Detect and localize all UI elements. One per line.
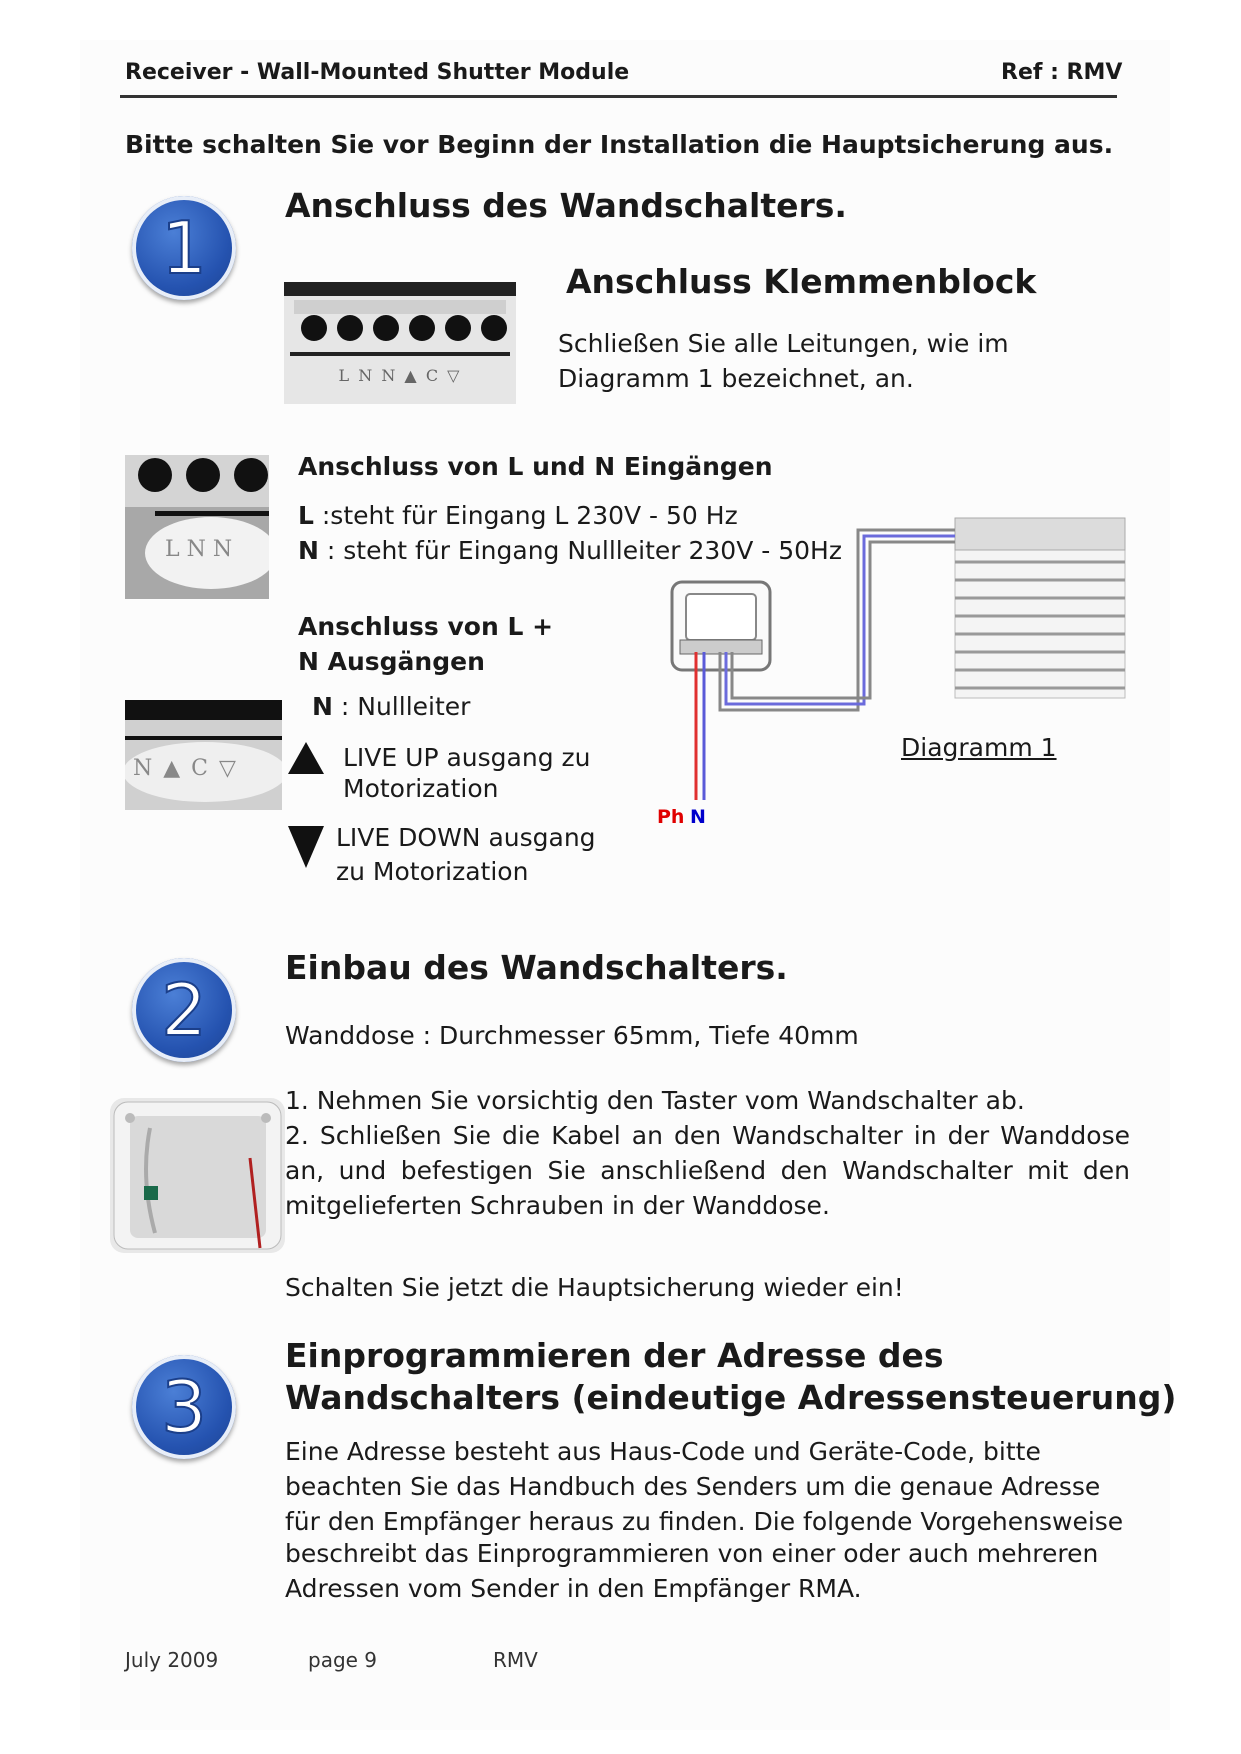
inputs-photo — [125, 455, 269, 599]
footer-page: page 9 — [308, 1648, 378, 1672]
phase-label: Ph — [657, 806, 685, 828]
step-3-line-1: Eine Adresse besteht aus Haus-Code und Geräte-Code, bitte — [285, 1437, 1041, 1466]
terminal-labels: L N N ▲ C ▽ — [338, 366, 462, 385]
up-text-2: Motorization — [343, 774, 499, 803]
header-title: Receiver - Wall-Mounted Shutter Module — [125, 60, 630, 85]
terminal-block-text-2: Diagramm 1 bezeichnet, an. — [558, 364, 914, 393]
header-ref: Ref : RMV — [1001, 60, 1123, 85]
step-3-title-2: Wandschalters (eindeutige Adressensteuerung) — [285, 1378, 1177, 1417]
n-output-line — [312, 689, 470, 724]
n-text: : steht für Eingang Nullleiter 230V - 50Hz — [318, 536, 842, 565]
wall-box-text: Wanddose : Durchmesser 65mm, Tiefe 40mm — [285, 1021, 859, 1050]
terminal-block-text-1: Schließen Sie alle Leitungen, wie im — [558, 329, 1009, 358]
down-text-1: LIVE DOWN ausgang — [336, 823, 596, 852]
step-1-badge — [132, 196, 236, 300]
n-out-text: : Nullleiter — [332, 692, 471, 721]
step-2-badge — [132, 958, 236, 1062]
footer-date: July 2009 — [125, 1648, 219, 1672]
inputs-title: Anschluss von L und N Eingängen — [298, 452, 773, 481]
outputs-photo — [125, 700, 282, 810]
step-1-title: Anschluss des Wandschalters. — [285, 186, 847, 225]
inputs-photo-labels: L N N — [165, 537, 233, 562]
neutral-label: N — [690, 806, 706, 828]
terminal-block-title: Anschluss Klemmenblock — [566, 262, 1037, 301]
l-text: :steht für Eingang L 230V - 50 Hz — [313, 501, 738, 530]
outputs-title-1: Anschluss von L + — [298, 612, 554, 641]
step-2-item-1: 1. Nehmen Sie vorsichtig den Taster vom Wandschalter ab. — [285, 1086, 1025, 1115]
step-1-number: 1 — [161, 206, 207, 290]
up-arrow-icon — [286, 740, 326, 776]
shutter-illustration — [955, 518, 1125, 698]
n-key: N — [298, 536, 319, 565]
outputs-photo-labels: N ▲ C ▽ — [133, 756, 238, 781]
footer-ref: RMV — [493, 1648, 538, 1672]
step-3-line-5: Adressen vom Sender in den Empfänger RMA. — [285, 1574, 862, 1603]
step-3-number: 3 — [161, 1365, 207, 1449]
down-text-2: zu Motorization — [336, 857, 529, 886]
l-key: L — [298, 501, 314, 530]
outputs-title-2: N Ausgängen — [298, 647, 485, 676]
up-text-1: LIVE UP ausgang zu — [343, 743, 591, 772]
step-3-line-2: beachten Sie das Handbuch des Senders um die genaue Adresse — [285, 1472, 1101, 1501]
step-3-line-4: beschreibt das Einprogrammieren von einer oder auch mehreren — [285, 1539, 1099, 1568]
warning-text: Bitte schalten Sie vor Beginn der Installation die Hauptsicherung aus. — [125, 130, 1114, 159]
fuse-on-text: Schalten Sie jetzt die Hauptsicherung wieder ein! — [285, 1273, 904, 1302]
terminal-block-photo — [284, 282, 516, 404]
step-3-line-3: für den Empfänger heraus zu finden. Die folgende Vorgehensweise — [285, 1507, 1124, 1536]
diagram-label: Diagramm 1 — [901, 733, 1057, 762]
header-rule — [120, 95, 1117, 98]
step-2-title: Einbau des Wandschalters. — [285, 948, 788, 987]
n-out-key: N — [312, 692, 333, 721]
step-3-badge — [132, 1355, 236, 1459]
step-2-item-2: 2. Schließen Sie die Kabel an den Wandschalter in der Wanddose an, und befestigen Sie anschließend den Wandschalter mit den mitgelieferten Schrauben in der Wanddose. — [285, 1121, 1130, 1220]
step-2-number: 2 — [161, 968, 207, 1052]
step-3-title-1: Einprogrammieren der Adresse des — [285, 1336, 944, 1375]
wall-switch-photo — [110, 1098, 285, 1253]
down-arrow-icon — [286, 822, 326, 870]
